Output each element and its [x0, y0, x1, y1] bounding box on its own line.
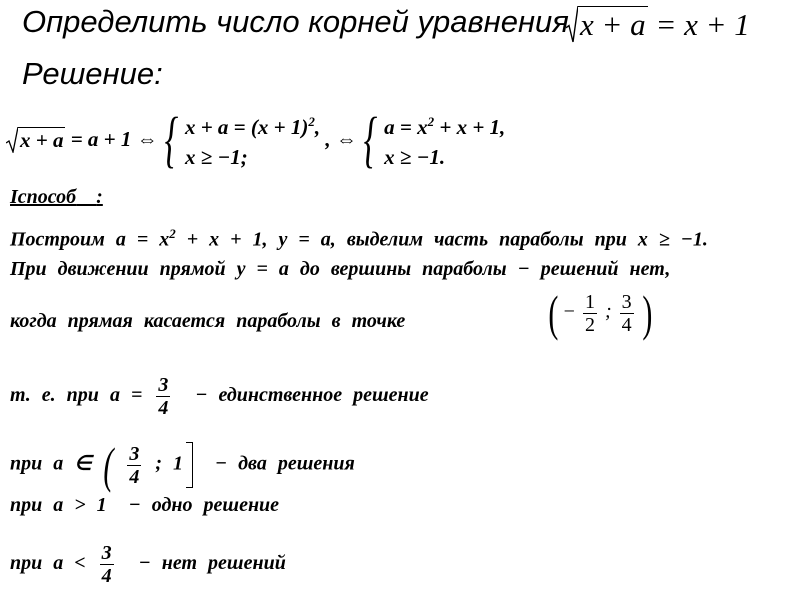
- equation-system-row: [6, 107, 505, 177]
- method-heading: Іспособ :: [10, 186, 103, 208]
- header-equation: [566, 6, 750, 43]
- fraction: $\frac{3}{4}$: [101, 542, 112, 587]
- system-1: [185, 107, 320, 172]
- right-bracket: [186, 442, 193, 488]
- left-paren: (: [548, 285, 559, 341]
- fraction: $\frac{3}{4}$: [158, 374, 169, 419]
- system-2: [384, 107, 505, 172]
- system-comma: ,: [325, 127, 331, 151]
- page-heading: Определить число корней уравнения: [22, 4, 569, 39]
- iff-symbol: ⇔: [136, 127, 158, 151]
- right-paren: ): [641, 285, 652, 341]
- method-line-4: т. е. при a = $\frac{3}{4}$ − единственное решение: [10, 374, 429, 419]
- left-paren: (: [103, 437, 113, 493]
- tangent-point: ( − $\frac{1}{2}$ ; $\frac{3}{4}$ ): [548, 285, 652, 341]
- fraction: $\frac{3}{4}$: [621, 290, 632, 336]
- method-line-2: При движении прямой y = a до вершины параболы − решений нет,: [10, 258, 671, 280]
- system-1-line-2: x ≥ −1;: [184, 145, 248, 169]
- system-brace: {: [164, 105, 179, 174]
- system-brace: {: [363, 105, 378, 174]
- system-2-line-1: $a = x^2 + x + 1$,: [384, 114, 506, 139]
- iff-symbol: ⇔: [335, 127, 357, 151]
- fraction: $\frac{1}{2}$: [584, 290, 595, 336]
- sqrt-symbol: [6, 127, 65, 153]
- header-radicand: x + a: [580, 7, 646, 42]
- system-radicand: x + a: [20, 127, 64, 152]
- method-line-6: при a > 1 − одно решение: [10, 494, 280, 516]
- system-2-line-2: x ≥ −1.: [384, 145, 446, 169]
- system-lhs-rest: = a + 1: [70, 127, 132, 151]
- header-eq-rhs: = x + 1: [655, 7, 750, 42]
- method-line-5: при a ∈ ( $\frac{3}{4}$ ; 1 − два решения: [10, 437, 355, 493]
- sqrt-symbol: [566, 6, 648, 43]
- system-1-line-1: $x + a = (x + 1)^2$,: [184, 114, 321, 139]
- method-line-3: когда прямая касается параболы в точке: [10, 310, 406, 332]
- solution-label: Решение:: [22, 56, 163, 91]
- fraction: $\frac{3}{4}$: [129, 442, 140, 488]
- method-line-7: при a < $\frac{3}{4}$ − нет решений: [10, 542, 286, 587]
- method-line-1: Построим $a = x^2 + x + 1$, y = a, выделим часть параболы при x ≥ −1.: [10, 226, 708, 251]
